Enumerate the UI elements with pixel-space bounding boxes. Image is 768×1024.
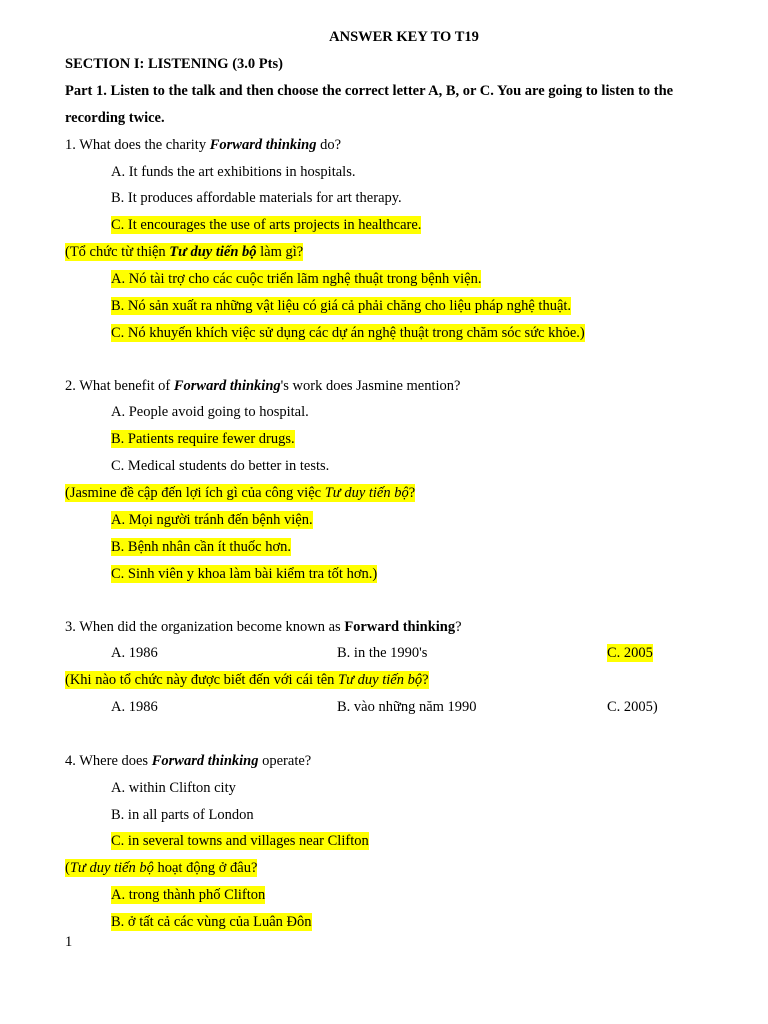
part-instruction-line-1: Part 1. Listen to the talk and then choose the correct letter A, B, or C. You are going to listen to the [65, 83, 674, 99]
charity-name: Forward thinking [151, 753, 259, 769]
charity-name-vi: Tư duy tiến bộ [69, 860, 154, 876]
charity-name: Forward thinking [209, 137, 317, 153]
q1-option-b: B. It produces affordable materials for art therapy. [111, 190, 402, 206]
question-2 [65, 377, 460, 395]
q4-vi-option-b: B. ở tất cả các vùng của Luân Đôn [111, 914, 312, 930]
q4-option-c-answer: C. in several towns and villages near Clifton [111, 833, 369, 849]
q4-vi-option-a: A. trong thành phố Clifton [111, 887, 266, 903]
question-text: ? [455, 619, 462, 635]
q4-option-a: A. within Clifton city [111, 780, 236, 796]
question-4 [65, 752, 311, 770]
q3-translation [65, 671, 429, 689]
q2-option-a: A. People avoid going to hospital. [111, 404, 309, 420]
question-text: 1. What does the charity [65, 137, 210, 153]
q1-vi-option-a: A. Nó tài trợ cho các cuộc triển lãm nghệ thuật trong bệnh viện. [111, 271, 482, 287]
translation-text: làm gì? [256, 244, 304, 260]
q3-vi-option-a: A. 1986 [111, 699, 158, 715]
charity-name-vi: Tư duy tiến bộ [324, 485, 409, 501]
translation-text: (Jasmine đề cập đến lợi ích gì của công việc [65, 485, 325, 501]
part-instruction-line-2: recording twice. [65, 110, 165, 126]
section-heading: SECTION I: LISTENING (3.0 Pts) [65, 56, 283, 72]
page-number: 1 [65, 934, 73, 950]
q2-vi-option-c: C. Sinh viên y khoa làm bài kiểm tra tốt hơn.) [111, 566, 378, 582]
question-text: 2. What benefit of [65, 378, 174, 394]
q1-option-c-answer: C. It encourages the use of arts projects in healthcare. [111, 217, 422, 233]
question-text: do? [316, 137, 342, 153]
question-1 [65, 136, 341, 154]
page-title: ANSWER KEY TO T19 [329, 29, 479, 45]
translation-text: ? [422, 672, 429, 688]
question-text: operate? [258, 753, 312, 769]
q3-option-a: A. 1986 [111, 645, 158, 661]
q1-option-a: A. It funds the art exhibitions in hospitals. [111, 164, 356, 180]
q1-translation [65, 243, 303, 261]
q3-option-c-answer: C. 2005 [607, 645, 653, 661]
question-text: 3. When did the organization become known as [65, 619, 345, 635]
q3-vi-option-c: C. 2005) [607, 699, 658, 715]
question-text: 4. Where does [65, 753, 152, 769]
q2-translation [65, 484, 415, 502]
translation-text: ? [408, 485, 416, 501]
charity-name: Forward thinking [344, 619, 456, 635]
q4-translation [65, 859, 257, 877]
q2-vi-option-a: A. Mọi người tránh đến bệnh viện. [111, 512, 313, 528]
translation-text: ( [65, 860, 70, 876]
charity-name-vi: Tư duy tiến bộ [169, 244, 257, 260]
q4-option-b: B. in all parts of London [111, 807, 254, 823]
translation-text: (Tổ chức từ thiện [65, 244, 170, 260]
q1-vi-option-c: C. Nó khuyến khích việc sử dụng các dự án nghệ thuật trong chăm sóc sức khỏe.) [111, 325, 585, 341]
q2-vi-option-b: B. Bệnh nhân cần ít thuốc hơn. [111, 539, 292, 555]
q3-option-b: B. in the 1990's [337, 645, 428, 661]
charity-name: Forward thinking [173, 378, 281, 394]
translation-text: hoạt động ở đâu? [153, 860, 258, 876]
question-3 [65, 618, 462, 636]
translation-text: (Khi nào tổ chức này được biết đến với cái tên [65, 672, 339, 688]
question-text: 's work does Jasmine mention? [280, 378, 461, 394]
q2-option-b-answer: B. Patients require fewer drugs. [111, 431, 295, 447]
charity-name-vi: Tư duy tiến bộ [338, 672, 423, 688]
q1-vi-option-b: B. Nó sản xuất ra những vật liệu có giá cả phải chăng cho liệu pháp nghệ thuật. [111, 298, 572, 314]
q3-vi-option-b: B. vào những năm 1990 [337, 699, 477, 715]
q2-option-c: C. Medical students do better in tests. [111, 458, 330, 474]
